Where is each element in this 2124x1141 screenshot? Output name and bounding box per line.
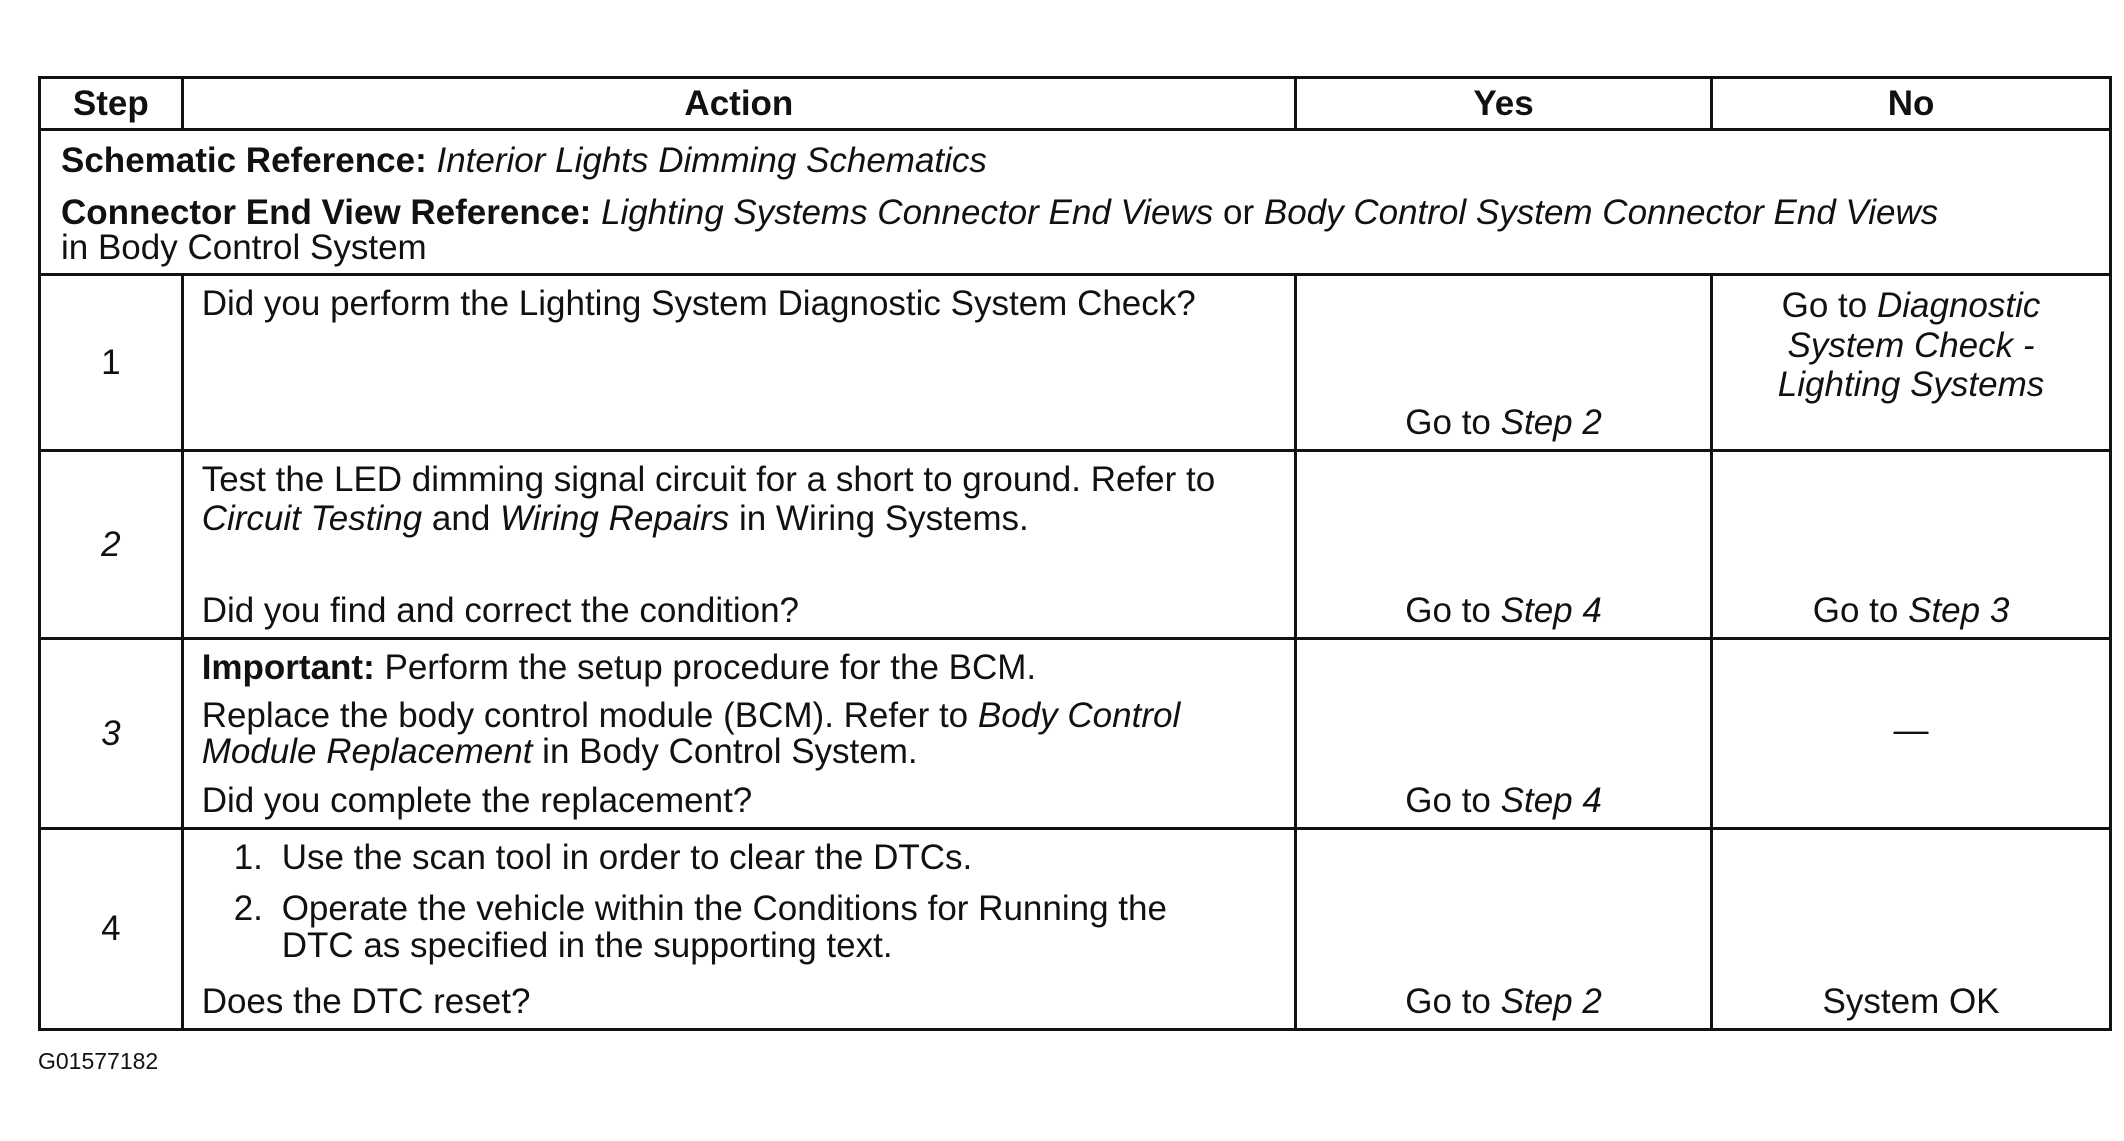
diagnostic-table [38,76,2112,1031]
list-item-number: 1. [233,838,263,877]
yes-prefix: Go to [1405,591,1491,631]
list-item-text: Use the scan tool in order to clear the DTCs. [281,838,973,877]
action-text-prefix: Test the LED dimming signal circuit for a short to ground. Refer to [201,460,1216,499]
schematic-reference-label: Schematic Reference: [61,141,427,180]
action-question: Does the DTC reset? [201,982,531,1022]
yes-cell [1296,829,1712,1030]
action-text [202,698,1282,769]
reference-cell [40,130,2111,275]
no-link[interactable]: Step 3 [1908,591,2010,631]
table-row [40,451,2111,639]
important-note [202,648,1282,688]
action-question: Did you perform the Lighting System Diagnostic System Check? [201,284,1196,323]
important-label: Important: [201,648,375,687]
no-cell [1712,275,2111,451]
action-link-wiring-repairs[interactable]: Wiring Repairs [500,499,730,539]
yes-cell [1296,451,1712,639]
action-cell [182,639,1295,829]
yes-cell [1296,639,1712,829]
table-row [40,639,2111,829]
yes-prefix: Go to [1405,403,1491,443]
list-item [234,838,1282,878]
no-cell [1712,639,2111,829]
numbered-list [234,838,1282,977]
no-link[interactable]: Diagnostic System Check - Lighting Systems [1777,286,2045,405]
no-cell [1712,451,2111,639]
header-action: Action [182,78,1295,130]
no-dash: — [1893,710,1929,750]
action-question: Did you complete the replacement? [201,781,753,821]
no-cell [1712,829,2111,1030]
action-question: Did you find and correct the condition? [201,591,799,631]
action-link-bcm-replacement[interactable]: Body Control Module Replacement [201,696,1181,771]
action-cell [182,275,1295,451]
step-number: 4 [40,829,183,1030]
yes-link[interactable]: Step 4 [1500,591,1602,631]
yes-link[interactable]: Step 2 [1500,403,1602,443]
action-link-circuit-testing[interactable]: Circuit Testing [201,499,423,539]
list-item-number: 2. [233,888,263,928]
action-cell [182,829,1295,1030]
connector-reference-suffix: in Body Control System [61,227,427,267]
action-text-prefix: Replace the body control module (BCM). Refer to [201,696,969,735]
action-text-suffix: in Wiring Systems. [738,499,1029,539]
schematic-reference-link[interactable]: Interior Lights Dimming Schematics [436,141,987,180]
connector-reference [61,192,1941,267]
table-row [40,829,2111,1030]
yes-prefix: Go to [1405,982,1491,1022]
yes-prefix: Go to [1405,781,1491,821]
schematic-reference [61,141,2089,181]
step-number: 3 [40,639,183,829]
step-number: 1 [40,275,183,451]
connector-reference-link-1[interactable]: Lighting Systems Connector End Views [601,192,1214,232]
connector-reference-label: Connector End View Reference: [61,192,592,232]
yes-cell [1296,275,1712,451]
connector-reference-or: or [1222,192,1255,232]
important-text: Perform the setup procedure for the BCM. [384,648,1037,687]
yes-link[interactable]: Step 2 [1500,982,1602,1022]
no-prefix: Go to [1781,286,1868,325]
action-text [202,460,1282,538]
table-row [40,275,2111,451]
header-step: Step [40,78,183,130]
action-cell [182,451,1295,639]
figure-id: G01577182 [38,1048,159,1074]
no-result: System OK [1822,982,2000,1022]
header-no: No [1712,78,2111,130]
no-prefix: Go to [1812,591,1899,631]
action-text-and: and [431,499,491,539]
list-item [234,890,1282,966]
connector-reference-link-2[interactable]: Body Control System Connector End Views [1263,192,1939,232]
action-text-suffix: in Body Control System. [542,731,918,771]
header-row [40,78,2111,130]
list-item-text: Operate the vehicle within the Conditions for Running the DTC as specified in the supporting text. [281,888,1167,966]
step-number: 2 [40,451,183,639]
header-yes: Yes [1296,78,1712,130]
reference-row [40,130,2111,275]
yes-link[interactable]: Step 4 [1500,781,1602,821]
